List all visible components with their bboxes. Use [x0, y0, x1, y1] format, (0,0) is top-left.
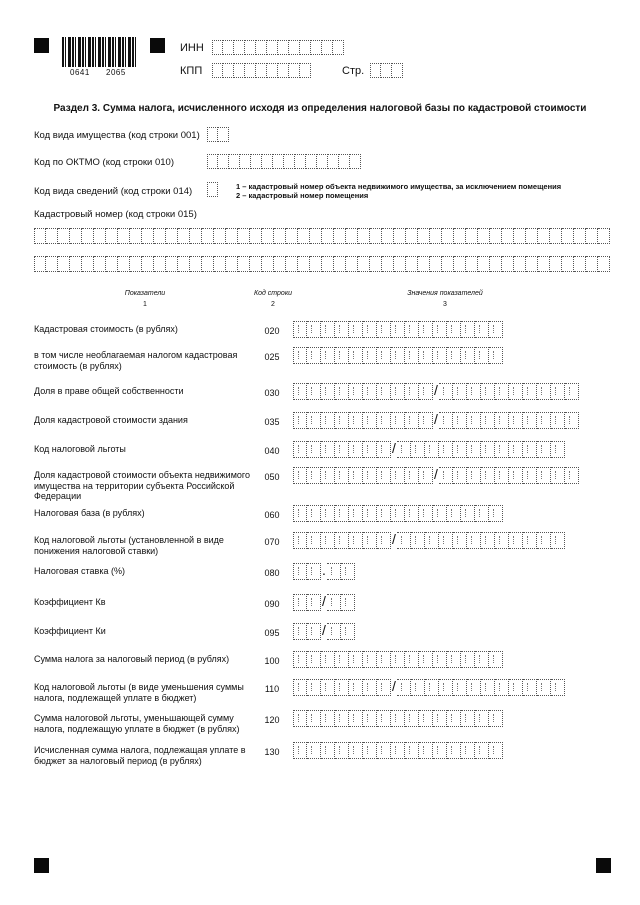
- property-type-field[interactable]: [207, 127, 229, 142]
- row-field-060[interactable]: [293, 505, 503, 522]
- row-label-020: Кадастровая стоимость (в рублях): [34, 324, 178, 334]
- row-field-025[interactable]: [293, 347, 503, 364]
- page-label: Стр.: [342, 65, 365, 77]
- row-code-020: 020: [264, 326, 280, 336]
- oktmo-label: Код по ОКТМО (код строки 010): [34, 157, 174, 168]
- row-label-035: Доля кадастровой стоимости здания: [34, 415, 188, 425]
- row-label-060: Налоговая база (в рублях): [34, 508, 145, 518]
- row-code-030: 030: [264, 388, 280, 398]
- info-type-note-1: 1 – кадастровый номер объекта недвижимого имущества, за исключением помещения: [236, 182, 562, 191]
- row-field-110[interactable]: [293, 679, 565, 696]
- row-label-040: Код налоговой льготы: [34, 444, 126, 454]
- row-field-020[interactable]: [293, 321, 503, 338]
- row-field-095[interactable]: [293, 623, 355, 640]
- row-label-080: Налоговая ставка (%): [34, 566, 125, 576]
- row-code-040: 040: [264, 446, 280, 456]
- row-field-130[interactable]: [293, 742, 503, 759]
- row-code-100: 100: [264, 656, 280, 666]
- fraction-separator: /: [322, 593, 326, 609]
- fraction-separator: /: [434, 411, 438, 427]
- row-label-100: Сумма налога за налоговый период (в рублях): [34, 654, 230, 664]
- row-field-070[interactable]: [293, 532, 565, 549]
- cadastral-field-line-1[interactable]: [34, 228, 610, 244]
- section-title: Раздел 3. Сумма налога, исчисленного исходя из определения налоговой базы по кадастровой стоимости: [53, 103, 587, 114]
- row-field-080[interactable]: [293, 563, 355, 580]
- inn-label: ИНН: [180, 42, 204, 54]
- fraction-separator: /: [392, 440, 396, 456]
- column-number-3: 3: [443, 301, 447, 308]
- barcode: [62, 37, 138, 67]
- row-field-090[interactable]: [293, 594, 355, 611]
- info-type-field[interactable]: [207, 182, 218, 197]
- inn-field[interactable]: [212, 40, 344, 55]
- barcode-number-left: 0641: [70, 68, 90, 77]
- page-field[interactable]: [370, 63, 403, 78]
- cadastral-field-line-2[interactable]: [34, 256, 610, 272]
- row-field-050[interactable]: [293, 467, 579, 484]
- column-header-line-code: Код строки: [253, 290, 293, 297]
- column-header-values: Значения показателей: [407, 290, 483, 297]
- row-code-060: 060: [264, 510, 280, 520]
- column-number-2: 2: [271, 301, 275, 308]
- row-field-040[interactable]: [293, 441, 565, 458]
- row-label-130: Исчисленная сумма налога, подлежащая уплате в бюджет за налоговый период (в рублях): [34, 745, 246, 766]
- kpp-label: КПП: [180, 65, 203, 77]
- row-field-030[interactable]: [293, 383, 579, 400]
- fraction-separator: /: [322, 622, 326, 638]
- info-type-note-2: 2 – кадастровый номер помещения: [236, 191, 369, 200]
- row-code-050: 050: [264, 472, 280, 482]
- row-label-095: Коэффициент Ки: [34, 626, 106, 636]
- row-code-090: 090: [264, 599, 280, 609]
- kpp-field[interactable]: [212, 63, 311, 78]
- row-code-095: 095: [264, 628, 280, 638]
- row-code-080: 080: [264, 568, 280, 578]
- row-label-090: Коэффициент Кв: [34, 597, 106, 607]
- row-code-025: 025: [264, 352, 280, 362]
- corner-marker-top-left: [34, 38, 49, 53]
- row-label-070: Код налоговой льготы (установленной в виде понижения налоговой ставки): [34, 535, 224, 556]
- row-code-130: 130: [264, 747, 280, 757]
- fraction-separator: /: [392, 678, 396, 694]
- row-code-110: 110: [264, 684, 280, 694]
- row-code-120: 120: [264, 715, 280, 725]
- oktmo-field[interactable]: [207, 154, 361, 169]
- info-type-label: Код вида сведений (код строки 014): [34, 186, 193, 197]
- row-code-035: 035: [264, 417, 280, 427]
- row-label-050: Доля кадастровой стоимости объекта недвижимого имущества на территории субъекта Российской Федерации: [34, 470, 250, 501]
- fraction-separator: /: [434, 382, 438, 398]
- row-label-025: в том числе необлагаемая налогом кадастровая стоимость (в рублях): [34, 350, 238, 371]
- property-type-label: Код вида имущества (код строки 001): [34, 130, 200, 141]
- corner-marker-bottom-right: [596, 858, 611, 873]
- fraction-separator: /: [434, 466, 438, 482]
- column-header-indicators: Показатели: [124, 290, 166, 297]
- row-label-120: Сумма налоговой льготы, уменьшающей сумму налога, подлежащую уплате в бюджет (в рублях): [34, 713, 240, 734]
- cadastral-label: Кадастровый номер (код строки 015): [34, 209, 197, 220]
- row-field-100[interactable]: [293, 651, 503, 668]
- corner-marker-top-center: [150, 38, 165, 53]
- decimal-separator: .: [322, 562, 326, 578]
- column-number-1: 1: [143, 301, 147, 308]
- row-field-035[interactable]: [293, 412, 579, 429]
- row-label-110: Код налоговой льготы (в виде уменьшения суммы налога, подлежащей уплате в бюджет): [34, 682, 244, 703]
- row-field-120[interactable]: [293, 710, 503, 727]
- fraction-separator: /: [392, 531, 396, 547]
- row-code-070: 070: [264, 537, 280, 547]
- row-label-030: Доля в праве общей собственности: [34, 386, 184, 396]
- corner-marker-bottom-left: [34, 858, 49, 873]
- barcode-number-right: 2065: [106, 68, 126, 77]
